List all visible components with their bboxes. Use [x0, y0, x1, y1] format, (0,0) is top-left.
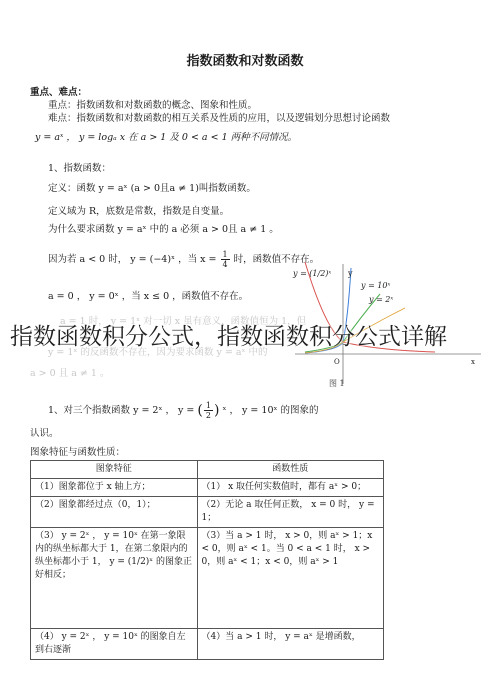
- domain-line: 定义域为 R，底数是常数，指数是自变量。: [48, 206, 230, 217]
- table-row: [31, 629, 384, 660]
- paren-open: (: [197, 402, 203, 419]
- label-half-power: y = (1/2)ˣ: [293, 269, 332, 278]
- table-cell: （2）无论 a 取任何正数， x = 0 时， y = 1；: [197, 497, 383, 528]
- key-point: 重点：指数函数和对数函数的概念、图象和性质。: [48, 100, 258, 111]
- header-property: 函数性质: [197, 461, 383, 479]
- doc-title: 指数函数和对数函数: [186, 54, 304, 69]
- why-line: 为什么要求函数 y = aˣ 中的 a 必须 a > 0且 a ≠ 1 。: [48, 224, 279, 235]
- faint-line-1: a = 1 时， y = 1ˣ 对一切 x 虽有意义，函数值恒为 1，但: [60, 316, 307, 327]
- origin-label: O: [334, 358, 340, 366]
- fraction-denominator: 2: [205, 411, 211, 420]
- label-two-power: y = 2ˣ: [369, 295, 394, 304]
- example-line: [48, 401, 319, 420]
- header-feature: 图象特征: [31, 461, 198, 479]
- recognize-line: 认识。: [30, 428, 59, 439]
- table-row: [31, 528, 384, 629]
- paren-close: ): [213, 402, 220, 419]
- table-header-row: [31, 461, 384, 479]
- axis-x-label: x: [471, 358, 475, 366]
- axis-y-label: y: [348, 269, 353, 278]
- definition: 定义：函数 y = aˣ (a > 0且a ≠ 1)叫指数函数。: [48, 183, 256, 194]
- table-row: [31, 497, 384, 528]
- example-suffix: ˣ ， y = 10ˣ 的图象的: [222, 405, 319, 416]
- example-prefix: 1、对三个指数函数 y = 2ˣ ， y =: [48, 405, 195, 416]
- figure-caption: 图 1: [329, 379, 345, 388]
- difficult-point: 难点：指数函数和对数函数的相互关系及性质的应用，以及逻辑划分思想讨论函数: [48, 113, 391, 124]
- label-ten-power: y = 10ˣ: [361, 281, 391, 290]
- table-cell: （2）图象都经过点（0，1）；: [31, 497, 198, 528]
- negative-a-line: [48, 250, 319, 269]
- cases-line: y = aˣ ， y = logₐ x 在 a > 1 及 0 < a < 1 两种不同情况。: [35, 132, 298, 143]
- negative-a-prefix: 因为若 a < 0 时， y = (−4)ˣ ，当 x =: [48, 254, 217, 265]
- faint-line-3: a > 0 且 a ≠ 1 。: [30, 368, 110, 379]
- fraction-one-half: [204, 401, 213, 420]
- table-cell: （1）图象都位于 x 轴上方；: [31, 479, 198, 497]
- table-cell: （4）当 a > 1 时， y = aˣ 是增函数，: [197, 629, 383, 660]
- table-cell: （3） y = 2ˣ ， y = 10ˣ 在第一象限内的纵坐标都大于 1，在第二象限内的纵坐标都小于 1， y = (1/2)ˣ 的图象正好相反；: [31, 528, 198, 629]
- fraction-denominator: 4: [222, 260, 228, 269]
- table-caption: 图象特征与函数性质：: [30, 447, 126, 458]
- table-cell: （1） x 取任何实数值时，都有 aˣ > 0；: [197, 479, 383, 497]
- fraction-one-quarter: [221, 250, 230, 269]
- table-row: [31, 479, 384, 497]
- table-cell: （3）当 a > 1 时， x > 0，则 aˣ > 1；x < 0，则 aˣ < 1。当 0 < a < 1 时， x > 0，则 aˣ < 1；x < 0，则 aˣ > 1: [197, 528, 383, 629]
- negative-a-suffix: 时，函数值不存在。: [233, 254, 320, 265]
- zero-line: a = 0 ， y = 0ˣ ，当 x ≤ 0 ，函数值不存在。: [48, 291, 249, 302]
- key-points-heading: 重点、难点：: [30, 87, 88, 98]
- faint-line-2: y = 1ˣ 的反函数不存在，因为要求函数 y = aˣ 中的: [48, 347, 268, 358]
- fraction-numerator: 1: [222, 250, 228, 259]
- section-1-heading: 1、指数函数：: [48, 163, 112, 174]
- fraction-numerator: 1: [205, 401, 211, 410]
- overlay-title: 指数函数积分公式，指数函数积分公式详解: [10, 324, 447, 350]
- table-cell: （4） y = 2ˣ ， y = 10ˣ 的图象自左到右逐渐: [31, 629, 198, 660]
- feature-property-table: [30, 460, 384, 660]
